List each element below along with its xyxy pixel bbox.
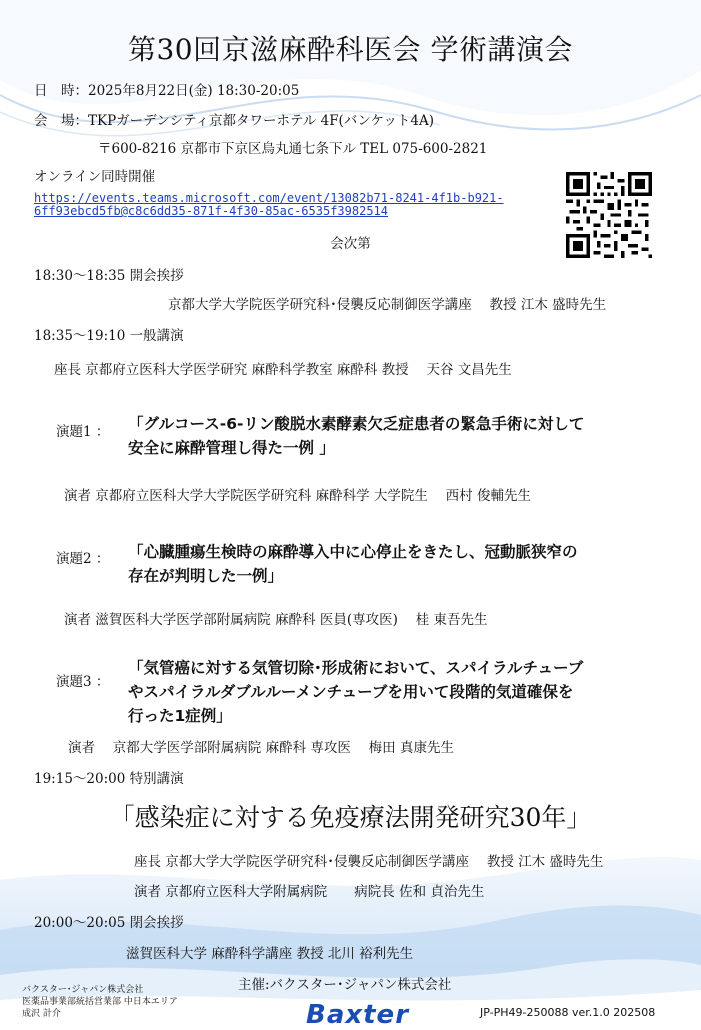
topic-1-line1: 「グルコース-6-リン酸脱水素酵素欠乏症患者の緊急手術に対して — [128, 415, 585, 433]
topic-3-line3: 行った1症例」 — [128, 707, 232, 725]
topic-3-line2: やスパイラルダブルルーメンチューブを用いて段階的気道確保を — [128, 683, 574, 701]
topic-1-line2: 安全に麻酔管理し得た一例 」 — [128, 439, 335, 457]
agenda-heading: 会次第 — [330, 236, 371, 252]
general-time: 18:35～19:10 一般講演 — [34, 328, 184, 344]
online-label: オンライン同時開催 — [34, 169, 156, 185]
footer-person: 成沢 計介 — [22, 1009, 61, 1019]
special-presenter: 演者 京都府立医科大学附属病院 病院長 佐和 貞治先生 — [134, 884, 485, 900]
venue-value: TKPガーデンシティ京都タワーホテル 4F(バンケット4A) — [88, 113, 434, 129]
footer-company: バクスター･ジャパン株式会社 — [22, 985, 144, 995]
topic-2-label: 演題2 ： — [56, 551, 110, 567]
topic-3-label: 演題3 ： — [56, 674, 110, 690]
special-lecture-title: 「感染症に対する免疫療法開発研究30年」 — [109, 803, 592, 832]
topic-3-title — [128, 656, 583, 728]
organizer: 主催:バクスター･ジャパン株式会社 — [238, 977, 452, 993]
topic-1-title — [128, 412, 584, 460]
date-row — [34, 79, 299, 99]
topic-2-line2: 存在が判明した一例」 — [128, 567, 284, 585]
date-value: 2025年8月22日(金) 18:30-20:05 — [88, 83, 300, 99]
online-url-line1[interactable]: https://events.teams.microsoft.com/event/13082b71-8241-4f1b-b921- — [34, 191, 504, 205]
online-link[interactable] — [34, 192, 504, 218]
footer-dept: 医薬品事業部統括営業部 中日本エリア — [22, 997, 178, 1007]
date-label: 日 時： — [34, 83, 88, 99]
footer-contact — [22, 984, 178, 1020]
special-time: 19:15～20:00 特別講演 — [34, 771, 184, 787]
topic-1-label: 演題1 ： — [56, 424, 110, 440]
topic-2-line1: 「心臓腫瘍生検時の麻酔導入中に心停止をきたし、冠動脈狭窄の — [128, 543, 578, 561]
baxter-logo: Baxter — [306, 1000, 410, 1030]
topic-1-presenter: 演者 京都府立医科大学大学院医学研究科 麻酔科学 大学院生 西村 俊輔先生 — [64, 488, 531, 504]
opening-speaker: 京都大学大学院医学研究科･侵襲反応制御医学講座 教授 江木 盛時先生 — [168, 297, 607, 313]
venue-address: 〒600-8216 京都市下京区烏丸通七条下ル TEL 075-600-2821 — [98, 141, 488, 157]
topic-3-line1: 「気管癌に対する気管切除･形成術において、スパイラルチューブ — [128, 659, 584, 677]
general-chair: 座長 京都府立医科大学医学研究 麻酔科学教室 麻酔科 教授 天谷 文昌先生 — [54, 362, 512, 378]
closing-speaker: 滋賀医科大学 麻酔科学講座 教授 北川 裕利先生 — [126, 946, 414, 962]
venue-row — [34, 109, 434, 129]
venue-label: 会 場： — [34, 113, 88, 129]
special-chair: 座長 京都大学大学院医学研究科･侵襲反応制御医学講座 教授 江木 盛時先生 — [134, 854, 604, 870]
opening-time: 18:30～18:35 開会挨拶 — [34, 268, 184, 284]
closing-time: 20:00～20:05 閉会挨拶 — [34, 915, 184, 931]
doc-code: JP-PH49-250088 ver.1.0 202508 — [480, 1006, 656, 1019]
topic-2-title — [128, 540, 578, 588]
topic-3-presenter: 演者 京都大学医学部附属病院 麻酔科 専攻医 梅田 真康先生 — [68, 740, 454, 756]
page-title: 第30回京滋麻酔科医会 学術講演会 — [127, 33, 574, 66]
topic-2-presenter: 演者 滋賀医科大学医学部附属病院 麻酔科 医員(専攻医) 桂 東吾先生 — [64, 612, 488, 628]
online-url-line2[interactable]: 6ff93ebcd5fb@c8c6dd35-871f-4f30-85ac-6535f3982514 — [34, 204, 389, 218]
